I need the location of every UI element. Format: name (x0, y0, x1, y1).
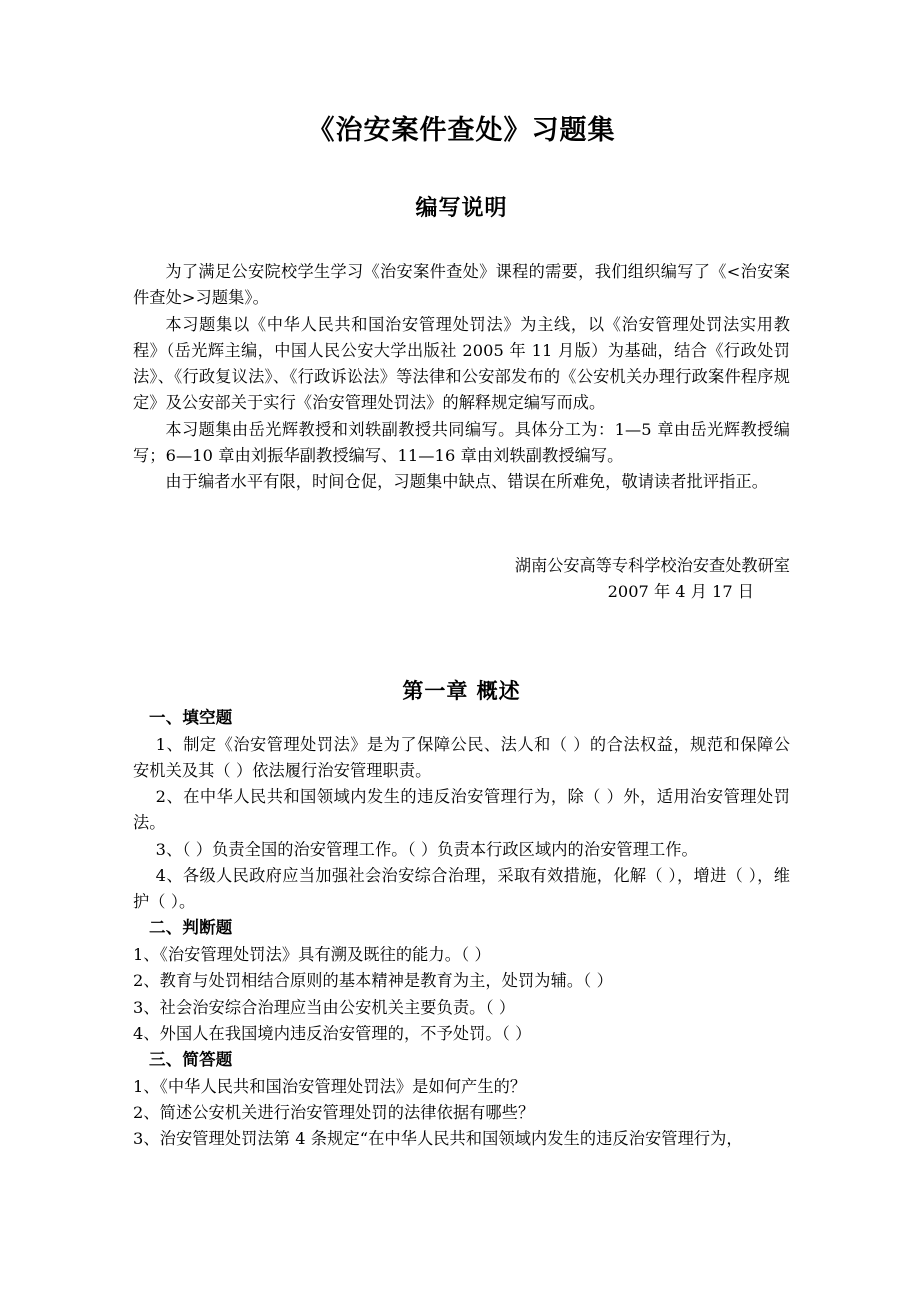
section-heading: 二、判断题 (149, 918, 233, 938)
question-item: 4、外国人在我国境内违反治安管理的，不予处罚。（ ） (133, 1023, 532, 1043)
question-item: 3、社会治安综合治理应当由公安机关主要负责。（ ） (133, 997, 516, 1017)
preface-body (133, 224, 790, 495)
preface-paragraph: 为了满足公安院校学生学习《治安案件查处》课程的需要，我们组织编写了《<治安案件查处>习题集》。 (133, 262, 790, 308)
question-item: 1、《中华人民共和国治安管理处罚法》是如何产生的？ (133, 1076, 527, 1096)
preface-paragraph: 由于编者水平有限，时间仓促，习题集中缺点、错误在所难免，敬请读者批评指正。 (165, 472, 769, 491)
question-item: 1、《治安管理处罚法》具有溯及既往的能力。（ ） (133, 945, 491, 965)
preface-paragraph: 本习题集由岳光辉教授和刘轶副教授共同编写。具体分工为：1—5 章由岳光辉教授编写；6—10 章由刘振华副教授编写、11—16 章由刘轶副教授编写。 (133, 419, 790, 465)
section-fill-in-the-blank (133, 705, 790, 915)
preface-heading: 编写说明 (415, 195, 508, 222)
question-item: 2、教育与处罚相结合原则的基本精神是教育为主，处罚为辅。（ ） (133, 971, 613, 991)
preface-paragraph: 本习题集以《中华人民共和国治安管理处罚法》为主线，以《治安管理处罚法实用教程》（岳光辉主编，中国人民公安大学出版社 2005 年 11 月版）为基础，结合《行政处罚法》、《行政复议法》、《行政诉讼法》等法律和公安部发布的《公安机关办理行政案件程序规定》及公安部关于实行《治安管理处罚法》的解释规定编写而成。 (133, 314, 790, 413)
signature-organization: 湖南公安高等专科学校治安查处教研室 (514, 556, 790, 576)
chapter-heading: 第一章 概述 (402, 677, 521, 703)
signature-date: 2007 年 4 月 17 日 (607, 582, 754, 602)
question-item: 1、制定《治安管理处罚法》是为了保障公民、法人和（ ）的合法权益，规范和保障公安机关及其（ ）依法履行治安管理职责。 (133, 734, 790, 780)
question-item: 3、（ ）负责全国的治安管理工作。（ ）负责本行政区域内的治安管理工作。 (155, 839, 698, 859)
page-title: 《治安案件查处》习题集 (307, 115, 616, 146)
section-heading: 一、填空题 (149, 708, 233, 728)
signature-block (133, 495, 790, 605)
section-heading: 三、简答题 (149, 1050, 233, 1070)
question-item: 3、治安管理处罚法第 4 条规定“在中华人民共和国领域内发生的违反治安管理行为， (133, 1129, 743, 1149)
section-true-false (133, 915, 790, 1047)
question-item: 4、各级人民政府应当加强社会治安综合治理，采取有效措施，化解（ ），增进（ ），维护（ ）。 (133, 865, 790, 912)
document-content (133, 0, 790, 1152)
question-item: 2、简述公安机关进行治安管理处罚的法律依据有哪些？ (133, 1103, 535, 1123)
section-short-answer (133, 1047, 790, 1152)
question-item: 2、在中华人民共和国领域内发生的违反治安管理行为，除（ ）外，适用治安管理处罚法。 (133, 787, 790, 833)
